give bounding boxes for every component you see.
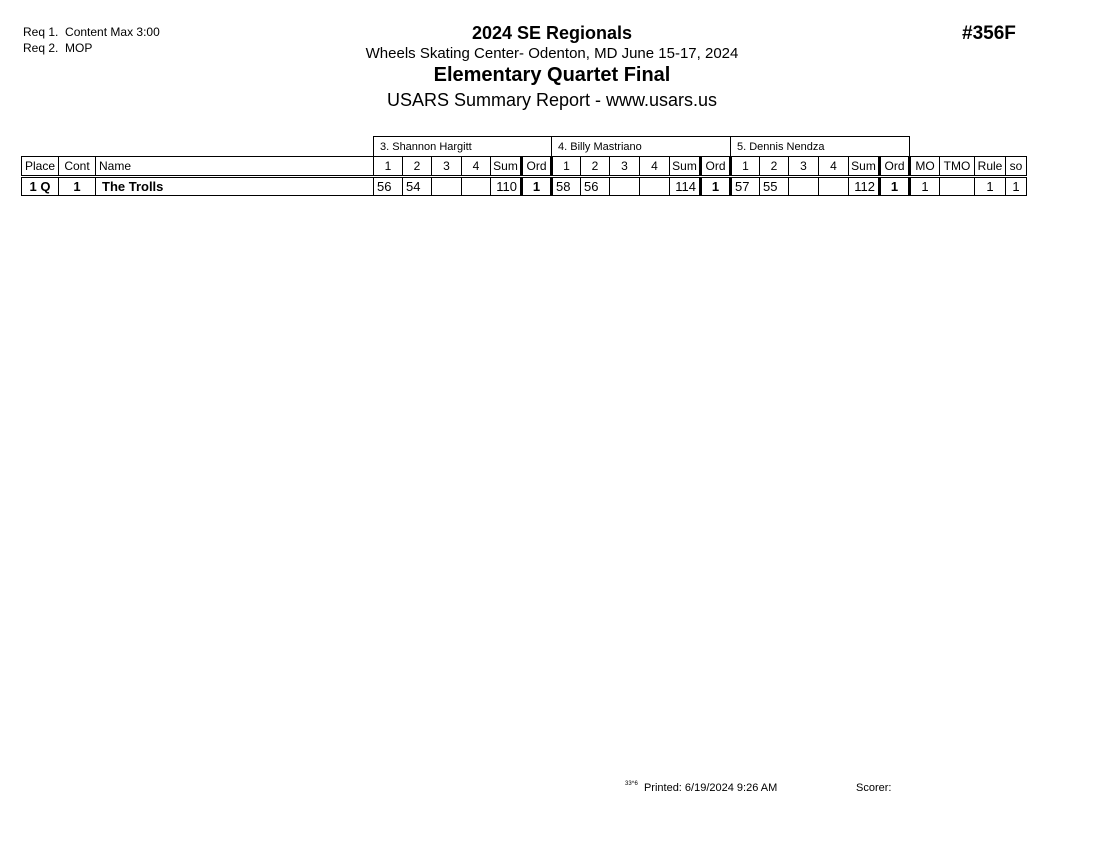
header-score: 4 bbox=[819, 157, 849, 177]
header-score: 3 bbox=[610, 157, 640, 177]
cont-cell: 1 bbox=[59, 177, 96, 196]
header-score: 2 bbox=[581, 157, 610, 177]
team-name: The Trolls bbox=[96, 177, 374, 196]
sum-cell: 114 bbox=[670, 177, 701, 196]
score-cell: 54 bbox=[403, 177, 432, 196]
sum-cell: 110 bbox=[491, 177, 522, 196]
header-score: 1 bbox=[731, 157, 760, 177]
tmo-cell bbox=[940, 177, 975, 196]
venue-line: Wheels Skating Center- Odenton, MD June 15-17, 2024 bbox=[365, 45, 739, 62]
score-cell: 58 bbox=[552, 177, 581, 196]
header-place: Place bbox=[22, 157, 59, 177]
header-sum: Sum bbox=[849, 157, 880, 177]
ord-cell: 1 bbox=[522, 177, 552, 196]
footer-printed bbox=[625, 782, 777, 794]
judge-header: 4. Billy Mastriano bbox=[552, 137, 731, 157]
column-header-row bbox=[22, 157, 1027, 177]
summary-table bbox=[21, 136, 1027, 196]
score-cell bbox=[640, 177, 670, 196]
header-mo: MO bbox=[910, 157, 940, 177]
header-sum: Sum bbox=[670, 157, 701, 177]
place-cell: 1 Q bbox=[22, 177, 59, 196]
footer-code: 33^6 bbox=[625, 781, 638, 787]
score-cell: 56 bbox=[581, 177, 610, 196]
requirement-1: Req 1. Content Max 3:00 bbox=[23, 25, 160, 39]
header-rule: Rule bbox=[975, 157, 1006, 177]
header-cont: Cont bbox=[59, 157, 96, 177]
score-cell: 57 bbox=[731, 177, 760, 196]
judge-header: 5. Dennis Nendza bbox=[731, 137, 910, 157]
header-score: 3 bbox=[432, 157, 462, 177]
competition-title: 2024 SE Regionals bbox=[471, 23, 633, 43]
score-cell bbox=[819, 177, 849, 196]
ord-cell: 1 bbox=[880, 177, 910, 196]
judge-header: 3. Shannon Hargitt bbox=[374, 137, 552, 157]
header-sum: Sum bbox=[491, 157, 522, 177]
sum-cell: 112 bbox=[849, 177, 880, 196]
header-name: Name bbox=[96, 157, 374, 177]
printed-timestamp: Printed: 6/19/2024 9:26 AM bbox=[643, 782, 778, 794]
report-title: USARS Summary Report - www.usars.us bbox=[386, 90, 718, 110]
event-number: #356F bbox=[962, 23, 1016, 44]
header-score: 2 bbox=[403, 157, 432, 177]
score-cell bbox=[610, 177, 640, 196]
judges-row bbox=[22, 137, 1027, 157]
header-score: 1 bbox=[374, 157, 403, 177]
score-cell bbox=[432, 177, 462, 196]
event-title: Elementary Quartet Final bbox=[433, 64, 671, 86]
score-cell bbox=[462, 177, 491, 196]
header-tmo: TMO bbox=[940, 157, 975, 177]
header-score: 4 bbox=[640, 157, 670, 177]
table-row bbox=[22, 177, 1027, 196]
score-cell bbox=[789, 177, 819, 196]
footer-scorer: Scorer: bbox=[856, 782, 892, 794]
header-score: 1 bbox=[552, 157, 581, 177]
rule-cell: 1 bbox=[975, 177, 1006, 196]
header-score: 4 bbox=[462, 157, 491, 177]
requirement-2: Req 2. MOP bbox=[23, 41, 93, 55]
header-ord: Ord bbox=[522, 157, 552, 177]
mo-cell: 1 bbox=[910, 177, 940, 196]
score-cell: 55 bbox=[760, 177, 789, 196]
header-so: so bbox=[1006, 157, 1027, 177]
so-cell: 1 bbox=[1006, 177, 1027, 196]
header-ord: Ord bbox=[880, 157, 910, 177]
header-score: 3 bbox=[789, 157, 819, 177]
header-score: 2 bbox=[760, 157, 789, 177]
score-cell: 56 bbox=[374, 177, 403, 196]
ord-cell: 1 bbox=[701, 177, 731, 196]
header-ord: Ord bbox=[701, 157, 731, 177]
